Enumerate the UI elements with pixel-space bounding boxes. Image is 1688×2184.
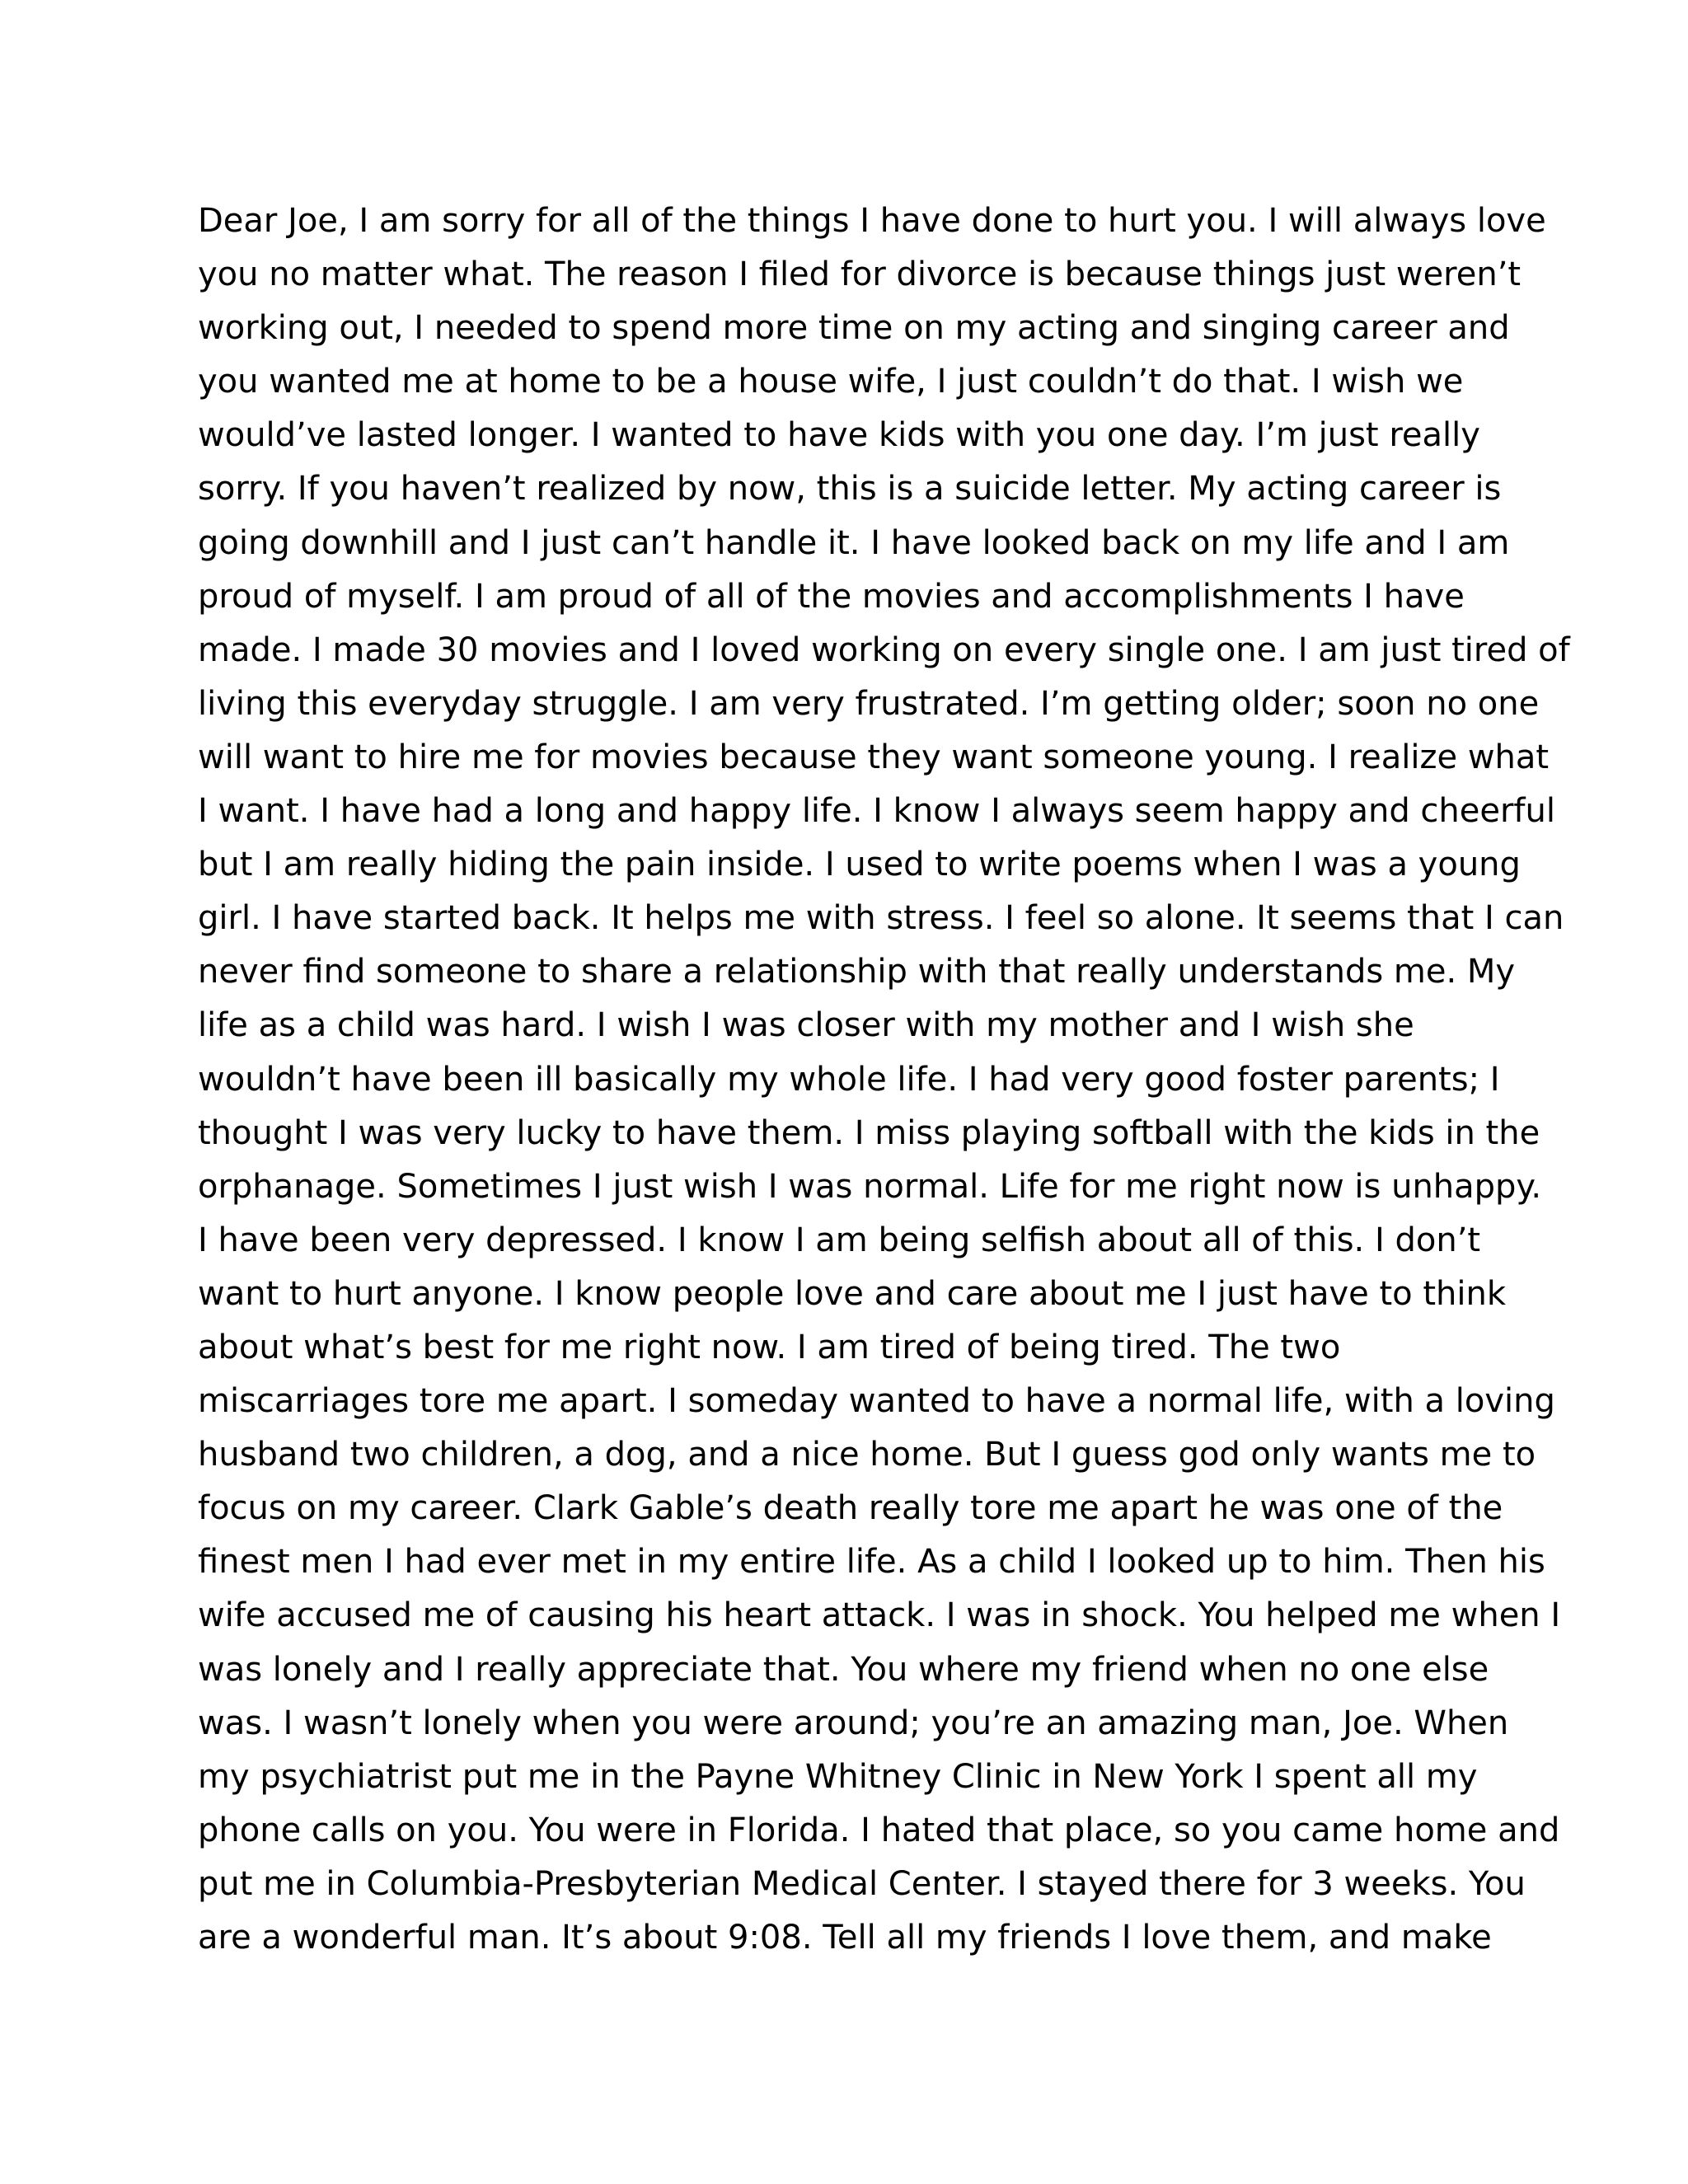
text-line: was. I wasn’t lonely when you were around; you’re an amazing man, Joe. When	[198, 1704, 1509, 1742]
text-line: phone calls on you. You were in Florida. I hated that place, so you came home and	[198, 1811, 1560, 1849]
text-line: made. I made 30 movies and I loved working on every single one. I am just tired of	[198, 630, 1570, 669]
text-line: was lonely and I really appreciate that. You where my friend when no one else	[198, 1650, 1489, 1689]
text-line: you no matter what. The reason I filed for divorce is because things just weren’t	[198, 255, 1522, 294]
text-line: working out, I needed to spend more time on my acting and singing career and	[198, 309, 1510, 348]
text-line: proud of myself. I am proud of all of the movies and accomplishments I have	[198, 577, 1465, 616]
text-line: never find someone to share a relationship with that really understands me. My	[198, 953, 1516, 991]
text-line: going downhill and I just can’t handle it. I have looked back on my life and I am	[198, 523, 1510, 562]
text-line: husband two children, a dog, and a nice home. But I guess god only wants me to	[198, 1436, 1536, 1474]
text-line: sorry. If you haven’t realized by now, this is a suicide letter. My acting career is	[198, 470, 1502, 509]
text-line: focus on my career. Clark Gable’s death really tore me apart he was one of the	[198, 1489, 1503, 1528]
text-line: put me in Columbia-Presbyterian Medical Center. I stayed there for 3 weeks. You	[198, 1864, 1526, 1903]
text-line: you wanted me at home to be a house wife, I just couldn’t do that. I wish we	[198, 363, 1464, 401]
text-line: are a wonderful man. It’s about 9:08. Tell all my friends I love them, and make	[198, 1919, 1492, 1957]
text-line: wife accused me of causing his heart attack. I was in shock. You helped me when I	[198, 1596, 1561, 1635]
text-line: wouldn’t have been ill basically my whole life. I had very good foster parents; I	[198, 1060, 1500, 1099]
text-line: Dear Joe, I am sorry for all of the things I have done to hurt you. I will always love	[198, 202, 1546, 240]
letter-body	[198, 194, 1570, 1965]
text-line: I want. I have had a long and happy life. I know I always seem happy and cheerful	[198, 792, 1555, 831]
text-line: will want to hire me for movies because they want someone young. I realize what	[198, 738, 1550, 776]
text-line: I have been very depressed. I know I am being selfish about all of this. I don’t	[198, 1221, 1481, 1259]
text-line: my psychiatrist put me in the Payne Whitney Clinic in New York I spent all my	[198, 1757, 1478, 1796]
text-line: finest men I had ever met in my entire life. As a child I looked up to him. Then his	[198, 1543, 1545, 1582]
text-line: life as a child was hard. I wish I was closer with my mother and I wish she	[198, 1006, 1414, 1045]
text-line: thought I was very lucky to have them. I miss playing softball with the kids in the	[198, 1113, 1540, 1152]
text-line: about what’s best for me right now. I am tired of being tired. The two	[198, 1328, 1341, 1366]
text-line: but I am really hiding the pain inside. I used to write poems when I was a young	[198, 846, 1521, 884]
text-line: living this everyday struggle. I am very frustrated. I’m getting older; soon no one	[198, 684, 1540, 723]
text-line: want to hurt anyone. I know people love and care about me I just have to think	[198, 1274, 1506, 1313]
text-line: girl. I have started back. It helps me with stress. I feel so alone. It seems that I can	[198, 899, 1564, 938]
text-line: miscarriages tore me apart. I someday wanted to have a normal life, with a loving	[198, 1382, 1555, 1421]
text-line: would’ve lasted longer. I wanted to have kids with you one day. I’m just really	[198, 416, 1480, 455]
text-line: orphanage. Sometimes I just wish I was normal. Life for me right now is unhappy.	[198, 1167, 1542, 1206]
